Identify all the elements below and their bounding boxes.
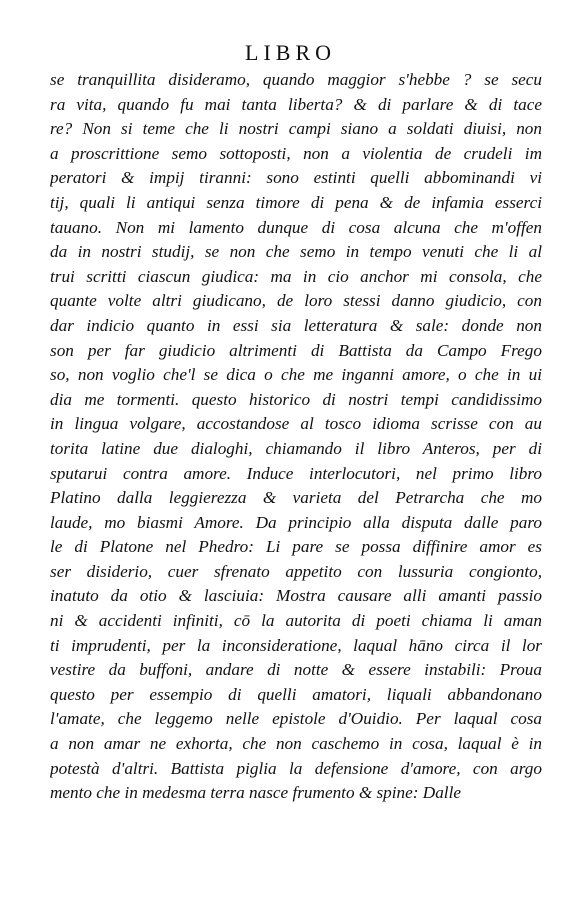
text-line: quante volte altri giudicano, de loro stessi danno giudicio, con [50, 291, 542, 311]
text-line: dia me tormenti. questo historico di nostri tempi candidissimo [50, 389, 542, 409]
text-line: re? Non si teme che li nostri campi siano a soldati diuisi, non [50, 119, 542, 139]
text-line: vestire da buffoni, andare di notte & essere instabili: Proua [50, 660, 542, 680]
text-line: tij, quali li antiqui senza timore di pena & de infamia esserci [50, 192, 542, 212]
text-line: laude, mo biasmi Amore. Da principio alla disputa dalle paro [50, 512, 542, 532]
text-line: tauano. Non mi lamento dunque di cosa alcuna che m'offen [50, 217, 542, 237]
text-line: questo per essempio di quelli amatori, liquali abbandonano [50, 684, 542, 704]
text-line: in lingua volgare, accostandose al tosco idioma scrisse con au [50, 414, 542, 434]
text-line: mento che in medesma terra nasce frumento & spine: Dalle [50, 783, 461, 803]
text-line: ti imprudenti, per la inconsideratione, laqual hāno circa il lor [50, 635, 542, 655]
text-line: le di Platone nel Phedro: Li pare se possa diffinire amor es [50, 537, 542, 557]
text-line: ser disiderio, cuer sfrenato appetito con lussuria congionto, [50, 561, 542, 581]
text-line: da in nostri studij, se non che semo in tempo venuti che li al [50, 242, 542, 262]
text-line: ni & accidenti infiniti, cō la autorita di poeti chiama li aman [50, 611, 542, 631]
text-line: dar indicio quanto in essi sia letteratura & sale: donde non [50, 315, 542, 335]
text-line: potestà d'altri. Battista piglia la defensione d'amore, con argo [50, 758, 542, 778]
text-line: Platino dalla leggierezza & varieta del Petrarcha che mo [50, 488, 542, 508]
text-line: trui scritti ciascun giudica: ma in cio anchor mi consola, che [50, 266, 542, 286]
text-line: torita latine due dialoghi, chiamando il libro Anteros, per di [50, 438, 542, 458]
text-line: inatuto da otio & lasciuia: Mostra causare alli amanti passio [50, 586, 542, 606]
text-line: se tranquillita disideramo, quando maggior s'hebbe ? se secu [50, 70, 542, 89]
running-head: LIBRO [245, 40, 336, 65]
text-line: son per far giudicio altrimenti di Battista da Campo Frego [50, 340, 542, 360]
text-line: so, non voglio che'l se dica o che me inganni amore, o che in ui [50, 365, 542, 385]
text-line: a proscrittione semo sottoposti, non a violentia de crudeli im [50, 143, 542, 163]
text-line: l'amate, che leggemo nelle epistole d'Ouidio. Per laqual cosa [50, 709, 542, 729]
body-text [50, 68, 542, 806]
text-line: a non amar ne exhorta, che non caschemo in cosa, laqual è in [50, 734, 542, 754]
text-line: ra vita, quando fu mai tanta liberta? & di parlare & di tace [50, 94, 542, 114]
text-line: sputarui contra amore. Induce interlocutori, nel primo libro [50, 463, 542, 483]
text-line: peratori & impij tiranni: sono estinti quelli abbominandi vi [50, 168, 542, 188]
